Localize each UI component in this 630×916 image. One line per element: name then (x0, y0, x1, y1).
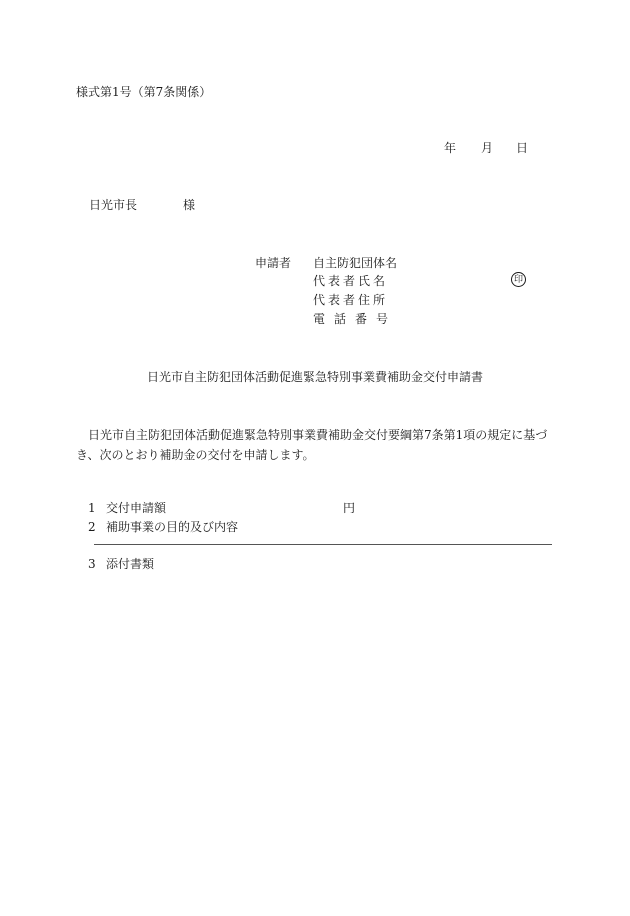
document-title: 日光市自主防犯団体活動促進緊急特別事業費補助金交付申請書 (147, 370, 484, 384)
applicant-label: 申請者 (255, 256, 292, 270)
form-number: 様式第1号（第7条関係） (76, 85, 212, 99)
phone-number-label: 電話番号 (313, 312, 398, 326)
date-day-label: 日 (516, 141, 529, 155)
representative-name-label: 代表者氏名 (313, 274, 389, 288)
addressee-name: 日光市長 (89, 198, 138, 212)
date-month-label: 月 (481, 141, 494, 155)
representative-address-label: 代表者住所 (313, 293, 389, 307)
item-3-label: 添付書類 (106, 557, 155, 571)
item-3-number: 3 (88, 557, 96, 571)
organization-name-label: 自主防犯団体名 (313, 256, 398, 270)
date-year-label: 年 (444, 141, 457, 155)
item-1-label: 交付申請額 (106, 501, 167, 515)
item-1-number: 1 (88, 501, 96, 515)
seal-mark-icon: 印 (511, 272, 526, 287)
section-divider (94, 544, 552, 545)
application-body-text: 日光市自主防犯団体活動促進緊急特別事業費補助金交付要綱第7条第1項の規定に基づき、次のとおり補助金の交付を申請します。 (76, 428, 548, 462)
item-2-label: 補助事業の目的及び内容 (106, 520, 239, 534)
addressee-honorific: 様 (183, 198, 196, 212)
amount-unit-label: 円 (343, 501, 356, 515)
item-2-number: 2 (88, 520, 96, 534)
